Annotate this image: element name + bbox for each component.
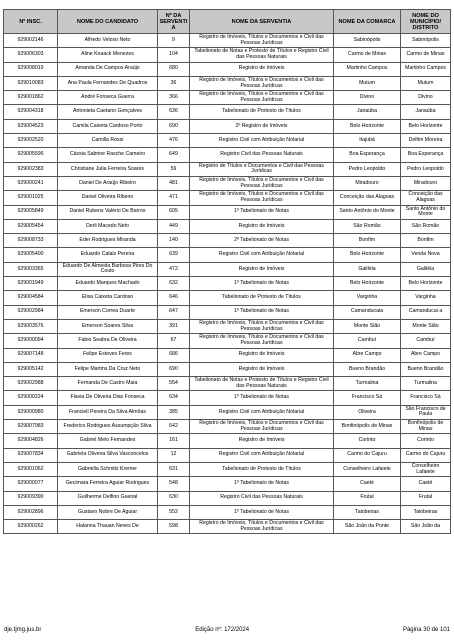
- inscription-cell: 929007834: [4, 448, 58, 462]
- municipality-cell: Conselheiro Lafaiete: [401, 462, 451, 476]
- header-registry-name: NOME DA SERVENTIA: [190, 10, 334, 34]
- header-inscription: Nº INSC.: [4, 10, 58, 34]
- registry-name-cell: Registro de Imóveis, Títulos e Documentos e Civil das Pessoas Jurídicas: [190, 176, 334, 190]
- registry-number-cell: 636: [158, 105, 190, 119]
- candidate-name-cell: Gecimara Ferreira Aguiar Rodrigues: [58, 477, 158, 491]
- registry-name-cell: Tabelionato de Protesto de Títulos: [190, 462, 334, 476]
- registry-number-cell: 690: [158, 119, 190, 133]
- municipality-cell: Corinto: [401, 434, 451, 448]
- registry-name-cell: Registro de Imóveis, Títulos e Documentos e Civil das Pessoas Jurídicas: [190, 334, 334, 348]
- registry-number-cell: 642: [158, 420, 190, 434]
- municipality-cell: Bueno Brandão: [401, 362, 451, 376]
- table-row: [4, 162, 451, 176]
- table-row: [4, 334, 451, 348]
- municipality-cell: Abre Campo: [401, 348, 451, 362]
- candidate-name-cell: Franciell Pereira Da Silva Almôas: [58, 405, 158, 419]
- registry-name-cell: Registro de Imóveis, Títulos e Documentos e Civil das Pessoas Jurídicas: [190, 520, 334, 534]
- inscription-cell: 929004584: [4, 291, 58, 305]
- municipality-cell: Monte Sião: [401, 319, 451, 333]
- registry-name-cell: Registro de Títulos e Documentos e Civil das Pessoas Jurídicas: [190, 162, 334, 176]
- district-cell: Corinto: [334, 434, 401, 448]
- table-row: [4, 234, 451, 248]
- registry-number-cell: 36: [158, 76, 190, 90]
- table-row: [4, 520, 451, 534]
- inscription-cell: 929005400: [4, 248, 58, 262]
- district-cell: Galiléia: [334, 262, 401, 276]
- inscription-cell: 929005142: [4, 362, 58, 376]
- district-cell: Belo Horizonte: [334, 248, 401, 262]
- table-header-row: [4, 10, 451, 34]
- district-cell: Pedro Leopoldo: [334, 162, 401, 176]
- municipality-cell: São Romão: [401, 219, 451, 233]
- page-footer: [4, 626, 450, 636]
- district-cell: Bueno Brandão: [334, 362, 401, 376]
- registry-name-cell: Tabelionato de Notas e Protesto de Títulos e Registro Civil das Pessoas Naturais: [190, 377, 334, 391]
- registry-name-cell: Registro Civil com Atribuição Notarial: [190, 448, 334, 462]
- table-row: [4, 462, 451, 476]
- municipality-cell: Divino: [401, 91, 451, 105]
- registry-number-cell: 686: [158, 348, 190, 362]
- registry-number-cell: 598: [158, 520, 190, 534]
- registry-number-cell: 634: [158, 391, 190, 405]
- table-row: [4, 62, 451, 76]
- registry-number-cell: 632: [158, 277, 190, 291]
- registry-number-cell: 552: [158, 505, 190, 519]
- candidate-name-cell: Amanda De Campos Araújo: [58, 62, 158, 76]
- table-row: [4, 420, 451, 434]
- candidate-name-cell: Daniel Rubens Valério De Barros: [58, 205, 158, 219]
- registry-number-cell: 649: [158, 148, 190, 162]
- inscription-cell: 929008733: [4, 234, 58, 248]
- candidate-name-cell: Daniel De Araújo Ribeiro: [58, 176, 158, 190]
- inscription-cell: 929009390: [4, 491, 58, 505]
- municipality-cell: Bonfinópolis de Minas: [401, 420, 451, 434]
- district-cell: Monte Sião: [334, 319, 401, 333]
- registry-name-cell: Registro Civil com Atribuição Notarial: [190, 405, 334, 419]
- registry-number-cell: 449: [158, 219, 190, 233]
- table-row: [4, 362, 451, 376]
- inscription-cell: 929001062: [4, 462, 58, 476]
- municipality-cell: Cambuí: [401, 334, 451, 348]
- registry-name-cell: Registro de Imóveis: [190, 62, 334, 76]
- candidate-name-cell: Cássia Sabrine Rasche Cameiro: [58, 148, 158, 162]
- municipality-cell: Taiobeiras: [401, 505, 451, 519]
- table-row: [4, 448, 451, 462]
- municipality-cell: Mutum: [401, 76, 451, 90]
- candidate-name-cell: Fernanda De Castro Maia: [58, 377, 158, 391]
- registry-name-cell: Tabelionato de Protesto de Títulos: [190, 105, 334, 119]
- registry-number-cell: 646: [158, 291, 190, 305]
- registry-name-cell: Registro de Imóveis: [190, 262, 334, 276]
- candidate-name-cell: Gustavo Nobre De Aguiar: [58, 505, 158, 519]
- district-cell: Bonfinópolis de Minas: [334, 420, 401, 434]
- candidate-name-cell: Frederico Rodrigues Assumpção Silva: [58, 420, 158, 434]
- registry-name-cell: 1º Tabelionato de Notas: [190, 205, 334, 219]
- inscription-cell: 929002146: [4, 34, 58, 48]
- municipality-cell: São João da: [401, 520, 451, 534]
- table-row: [4, 248, 451, 262]
- inscription-cell: 929005454: [4, 219, 58, 233]
- table-row: [4, 48, 451, 62]
- inscription-cell: 929010083: [4, 76, 58, 90]
- registry-name-cell: Registro de Imóveis, Títulos e Documentos e Civil das Pessoas Jurídicas: [190, 34, 334, 48]
- registry-number-cell: 481: [158, 176, 190, 190]
- registry-name-cell: Tabelionato de Protesto de Títulos: [190, 291, 334, 305]
- candidate-name-cell: Eduardo Calais Pereira: [58, 248, 158, 262]
- district-cell: Divino: [334, 91, 401, 105]
- inscription-cell: 929003576: [4, 319, 58, 333]
- registry-number-cell: 554: [158, 377, 190, 391]
- municipality-cell: Santo Antônio do Monte: [401, 205, 451, 219]
- inscription-cell: 929000077: [4, 477, 58, 491]
- municipality-cell: Carmo de Minas: [401, 48, 451, 62]
- district-cell: Itajubá: [334, 134, 401, 148]
- registry-name-cell: Registro de Imóveis: [190, 434, 334, 448]
- registry-number-cell: 548: [158, 477, 190, 491]
- municipality-cell: Turmalina: [401, 377, 451, 391]
- inscription-cell: 929006303: [4, 48, 58, 62]
- district-cell: Varginha: [334, 291, 401, 305]
- inscription-cell: 929005849: [4, 205, 58, 219]
- district-cell: Bonfim: [334, 234, 401, 248]
- table-row: [4, 119, 451, 133]
- table-row: [4, 405, 451, 419]
- registry-name-cell: 1º Tabelionato de Notas: [190, 391, 334, 405]
- candidate-name-cell: Emerson Soares Silva: [58, 319, 158, 333]
- table-row: [4, 305, 451, 319]
- table-row: [4, 205, 451, 219]
- municipality-cell: Belo Horizonte: [401, 119, 451, 133]
- inscription-cell: 929001949: [4, 277, 58, 291]
- candidate-name-cell: Christiane Julia Ferreira Soares: [58, 162, 158, 176]
- page: [3, 9, 450, 534]
- district-cell: Camanducaia: [334, 305, 401, 319]
- district-cell: Abre Campo: [334, 348, 401, 362]
- registry-number-cell: 59: [158, 162, 190, 176]
- registry-number-cell: 161: [158, 434, 190, 448]
- candidate-name-cell: Gabriela Oliveira Silva Vasconcelos: [58, 448, 158, 462]
- district-cell: Frutal: [334, 491, 401, 505]
- municipality-cell: Venda Nova: [401, 248, 451, 262]
- inscription-cell: 929008019: [4, 62, 58, 76]
- table-row: [4, 348, 451, 362]
- registry-name-cell: Registro de Imóveis: [190, 348, 334, 362]
- candidate-name-cell: Gabriel Melo Fernandes: [58, 434, 158, 448]
- municipality-cell: Varginha: [401, 291, 451, 305]
- inscription-cell: 929007983: [4, 420, 58, 434]
- registry-number-cell: 391: [158, 319, 190, 333]
- candidate-name-cell: Eder Rodrigues Miranda: [58, 234, 158, 248]
- municipality-cell: Camanducai a: [401, 305, 451, 319]
- district-cell: Boa Esperança: [334, 148, 401, 162]
- registry-name-cell: Registro Civil com Atribuição Notarial: [190, 134, 334, 148]
- registry-number-cell: 140: [158, 234, 190, 248]
- inscription-cell: 929002988: [4, 377, 58, 391]
- candidate-name-cell: André Fonseca Guerra: [58, 91, 158, 105]
- inscription-cell: 929002383: [4, 162, 58, 176]
- registry-name-cell: Tabelionato de Notas e Protesto de Títulos e Registro Civil das Pessoas Naturais: [190, 48, 334, 62]
- table-row: [4, 176, 451, 190]
- municipality-cell: Frutal: [401, 491, 451, 505]
- municipality-cell: Miradouro: [401, 176, 451, 190]
- table-row: [4, 491, 451, 505]
- registry-number-cell: 472: [158, 262, 190, 276]
- district-cell: Caeté: [334, 477, 401, 491]
- header-district: NOME DA COMARCA: [334, 10, 401, 34]
- registry-name-cell: 1º Tabelionato de Notas: [190, 305, 334, 319]
- inscription-cell: 929002896: [4, 505, 58, 519]
- registry-name-cell: Registro de Imóveis, Títulos e Documentos e Civil das Pessoas Jurídicas: [190, 420, 334, 434]
- candidate-name-cell: Daniel Oliveira Ribeiro: [58, 191, 158, 205]
- district-cell: Mutum: [334, 76, 401, 90]
- candidate-name-cell: Antonieta Caetano Gonçalves: [58, 105, 158, 119]
- inscription-cell: 929000980: [4, 405, 58, 419]
- district-cell: Francisco Sá: [334, 391, 401, 405]
- registry-name-cell: Registro de Imóveis, Títulos e Documentos e Civil das Pessoas Jurídicas: [190, 76, 334, 90]
- district-cell: Carmo do Cajuru: [334, 448, 401, 462]
- district-cell: Turmalina: [334, 377, 401, 391]
- registry-number-cell: 647: [158, 305, 190, 319]
- registry-number-cell: 605: [158, 205, 190, 219]
- district-cell: Conceição das Alagoas: [334, 191, 401, 205]
- registry-name-cell: Registro Civil com Atribuição Notarial: [190, 248, 334, 262]
- inscription-cell: 929002984: [4, 305, 58, 319]
- candidate-name-cell: Elisa Caixeta Cardoso: [58, 291, 158, 305]
- footer-edition: Edição nº: 172/2024: [195, 627, 250, 633]
- table-row: [4, 34, 451, 48]
- inscription-cell: 929001862: [4, 91, 58, 105]
- table-row: [4, 91, 451, 105]
- district-cell: Belo Horizonte: [334, 277, 401, 291]
- registry-name-cell: Registro de Imóveis: [190, 219, 334, 233]
- table-row: [4, 105, 451, 119]
- registry-number-cell: 476: [158, 134, 190, 148]
- table-row: [4, 319, 451, 333]
- table-row: [4, 277, 451, 291]
- candidate-name-cell: Camila Caixeta Cardoso Porto: [58, 119, 158, 133]
- candidate-name-cell: Eduardo De Almeida Barbosa Pires Do Couto: [58, 262, 158, 276]
- registry-name-cell: 1º Tabelionato de Notas: [190, 277, 334, 291]
- candidates-table: [3, 9, 451, 534]
- registry-name-cell: Registro de Imóveis, Títulos e Documentos e Civil das Pessoas Jurídicas: [190, 91, 334, 105]
- inscription-cell: 929000262: [4, 520, 58, 534]
- district-cell: Santo Antônio do Monte: [334, 205, 401, 219]
- district-cell: Taiobeiras: [334, 505, 401, 519]
- registry-name-cell: Registro de Imóveis, Títulos e Documentos e Civil das Pessoas Jurídicas: [190, 191, 334, 205]
- registry-name-cell: Registro de Imóveis: [190, 362, 334, 376]
- registry-number-cell: 104: [158, 48, 190, 62]
- header-municipality: NOME DO MUNICÍPIO/ DISTRITO: [401, 10, 451, 34]
- municipality-cell: Caeté: [401, 477, 451, 491]
- municipality-cell: Bonfim: [401, 234, 451, 248]
- municipality-cell: Martinho Campos: [401, 62, 451, 76]
- municipality-cell: Delfim Moreira: [401, 134, 451, 148]
- inscription-cell: 929003365: [4, 262, 58, 276]
- table-row: [4, 434, 451, 448]
- district-cell: Conselheiro Lafaiete: [334, 462, 401, 476]
- footer-page-number: Página 30 de 101: [402, 627, 450, 633]
- registry-number-cell: 680: [158, 62, 190, 76]
- municipality-cell: Sabinópolis: [401, 34, 451, 48]
- registry-number-cell: 690: [158, 362, 190, 376]
- municipality-cell: Galiléia: [401, 262, 451, 276]
- candidate-name-cell: Ana Paula Fernandes De Quadros: [58, 76, 158, 90]
- district-cell: Miradouro: [334, 176, 401, 190]
- district-cell: Belo Horizonte: [334, 119, 401, 133]
- district-cell: Oliveira: [334, 405, 401, 419]
- registry-name-cell: Registro Civil das Pessoas Naturais: [190, 148, 334, 162]
- registry-number-cell: 12: [158, 448, 190, 462]
- registry-number-cell: 385: [158, 405, 190, 419]
- table-row: [4, 291, 451, 305]
- registry-number-cell: 630: [158, 491, 190, 505]
- municipality-cell: Conceição das Alagoas: [401, 191, 451, 205]
- inscription-cell: 929000094: [4, 334, 58, 348]
- candidate-name-cell: Camilla Rossi: [58, 134, 158, 148]
- candidate-name-cell: Eduardo Marques Machado: [58, 277, 158, 291]
- municipality-cell: Carmo do Cajuru: [401, 448, 451, 462]
- registry-number-cell: 9: [158, 34, 190, 48]
- table-row: [4, 391, 451, 405]
- inscription-cell: 929004826: [4, 434, 58, 448]
- inscription-cell: 929002520: [4, 134, 58, 148]
- municipality-cell: São Francisco de Paula: [401, 405, 451, 419]
- candidate-name-cell: Flavia De Oliveira Dias Fonseca: [58, 391, 158, 405]
- candidate-name-cell: Gabriella Schmitz Kremer: [58, 462, 158, 476]
- table-row: [4, 134, 451, 148]
- inscription-cell: 929000224: [4, 391, 58, 405]
- municipality-cell: Belo Horizonte: [401, 277, 451, 291]
- registry-name-cell: Registro de Imóveis, Títulos e Documentos e Civil das Pessoas Jurídicas: [190, 319, 334, 333]
- registry-number-cell: 639: [158, 248, 190, 262]
- registry-number-cell: 471: [158, 191, 190, 205]
- table-row: [4, 148, 451, 162]
- registry-number-cell: 366: [158, 91, 190, 105]
- district-cell: Martinho Campos: [334, 62, 401, 76]
- inscription-cell: 929004318: [4, 105, 58, 119]
- candidate-name-cell: Alfredo Veloso Neto: [58, 34, 158, 48]
- header-candidate: NOME DO CANDIDATO: [58, 10, 158, 34]
- table-row: [4, 377, 451, 391]
- district-cell: Sabinópolis: [334, 34, 401, 48]
- municipality-cell: Janaúba: [401, 105, 451, 119]
- district-cell: Cambuí: [334, 334, 401, 348]
- candidate-name-cell: Felipe Esteves Feres: [58, 348, 158, 362]
- candidate-name-cell: Halanna Thauan Neves De: [58, 520, 158, 534]
- candidate-name-cell: Emerson Correa Duarte: [58, 305, 158, 319]
- table-row: [4, 505, 451, 519]
- table-row: [4, 191, 451, 205]
- inscription-cell: 929005596: [4, 148, 58, 162]
- inscription-cell: 929004523: [4, 119, 58, 133]
- district-cell: Carmo de Minas: [334, 48, 401, 62]
- registry-name-cell: Registro Civil das Pessoas Naturais: [190, 491, 334, 505]
- municipality-cell: Pedro Leopoldo: [401, 162, 451, 176]
- table-row: [4, 219, 451, 233]
- registry-name-cell: 2º Tabelionato de Notas: [190, 234, 334, 248]
- table-row: [4, 76, 451, 90]
- municipality-cell: Francisco Sá: [401, 391, 451, 405]
- table-body: [4, 34, 451, 534]
- registry-name-cell: 1º Tabelionato de Notas: [190, 505, 334, 519]
- registry-name-cell: 1º Tabelionato de Notas: [190, 477, 334, 491]
- candidate-name-cell: Felipe Martins Da Cruz Neto: [58, 362, 158, 376]
- header-registry-number: Nº DA SERVENTIA: [158, 10, 190, 34]
- inscription-cell: 929007148: [4, 348, 58, 362]
- candidate-name-cell: Guilherme Delfino Gueiral: [58, 491, 158, 505]
- registry-number-cell: 67: [158, 334, 190, 348]
- inscription-cell: 929001025: [4, 191, 58, 205]
- registry-name-cell: 2º Registro de Imóveis: [190, 119, 334, 133]
- footer-site: dje.tjmg.jus.br: [4, 627, 42, 633]
- candidate-name-cell: Fabio Seabra De Oliveira: [58, 334, 158, 348]
- table-row: [4, 262, 451, 276]
- district-cell: São João da Ponte: [334, 520, 401, 534]
- registry-number-cell: 631: [158, 462, 190, 476]
- municipality-cell: Boa Esperança: [401, 148, 451, 162]
- candidate-name-cell: Aline Knaack Menezes: [58, 48, 158, 62]
- district-cell: Janaúba: [334, 105, 401, 119]
- table-row: [4, 477, 451, 491]
- candidate-name-cell: Derli Macedo Neto: [58, 219, 158, 233]
- district-cell: São Romão: [334, 219, 401, 233]
- inscription-cell: 929000241: [4, 176, 58, 190]
